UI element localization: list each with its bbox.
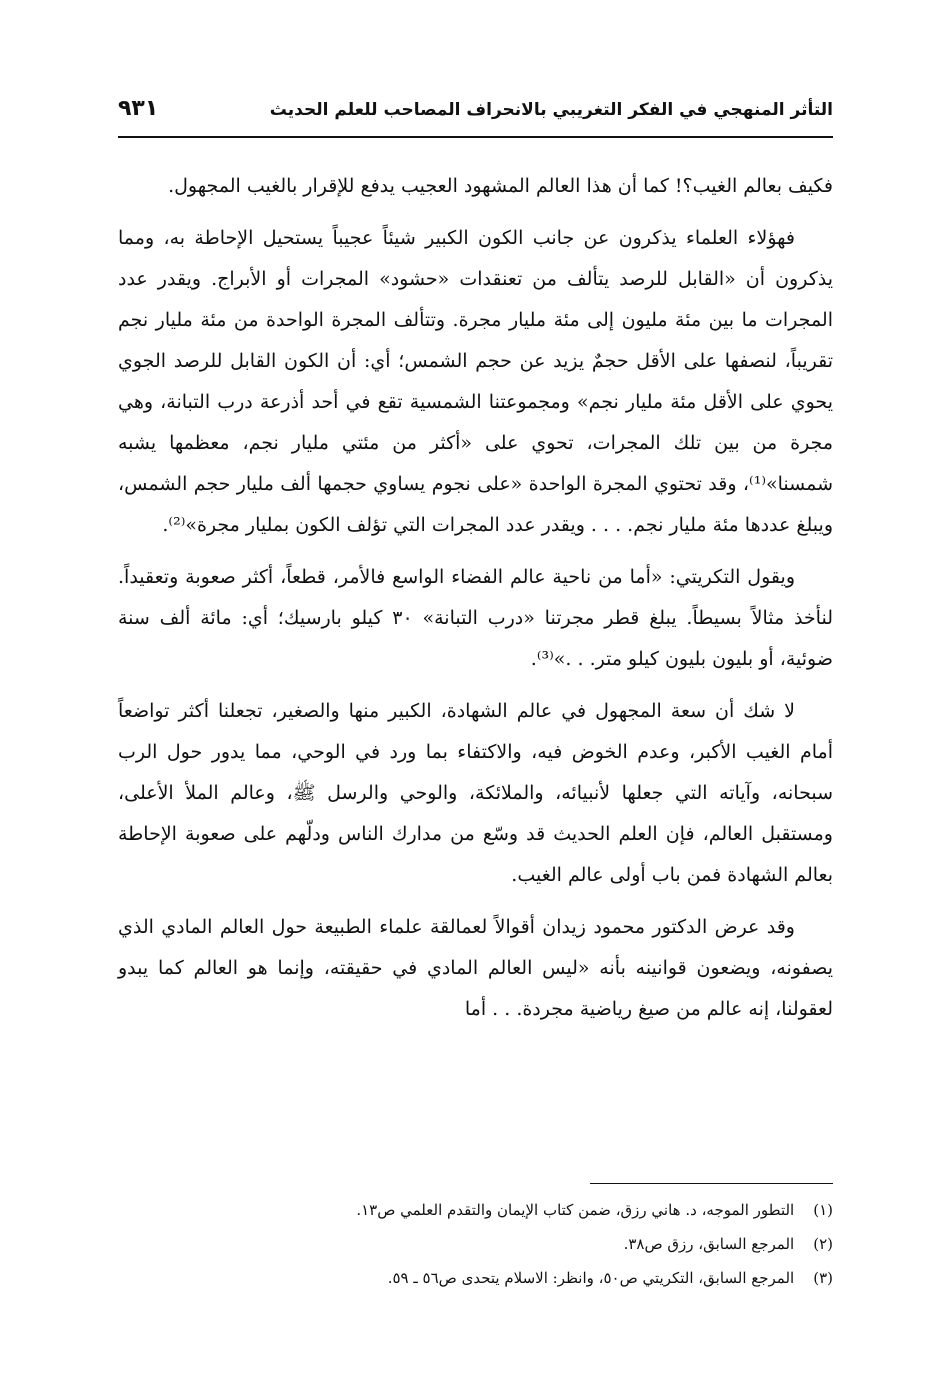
footnote	[118, 1227, 833, 1261]
footnote-text: التطور الموجه، د. هاني رزق، ضمن كتاب الإيمان والتقدم العلمي ص١٣.	[356, 1201, 795, 1219]
footnote-number: (١)	[813, 1201, 833, 1219]
running-header	[118, 92, 833, 132]
footnote-text: المرجع السابق، رزق ص٣٨.	[623, 1235, 795, 1253]
body-text	[118, 166, 833, 1041]
paragraph: لا شك أن سعة المجهول في عالم الشهادة، الكبير منها والصغير، تجعلنا أكثر تواضعاً أمام الغيب الأكبر، وعدم الخوض فيه، والاكتفاء بما ورد في الوحي، مما يدور حول الرب سبحانه، وآياته التي جعلها لأنبيائه، والملائكة، والوحي والرسل ﷺ، وعالم الملأ الأعلى، ومستقبل العالم، فإن العلم الحديث قد وسّع من مدارك الناس ودلّهم على صعوبة الإحاطة بعالم الشهادة فمن باب أولى عالم الغيب.	[118, 700, 833, 886]
footnote	[118, 1261, 833, 1295]
footnote	[118, 1193, 833, 1227]
footnote-rule	[590, 1183, 833, 1184]
paragraph: فكيف بعالم الغيب؟! كما أن هذا العالم المشهود العجيب يدفع للإقرار بالغيب المجهول.	[168, 175, 833, 197]
footnotes	[118, 1193, 833, 1295]
footnote-number: (٣)	[813, 1269, 833, 1287]
header-rule	[118, 136, 833, 138]
footnote-text: المرجع السابق، التكريتي ص٥٠، وانظر: الاسلام يتحدى ص٥٦ ـ ٥٩.	[387, 1269, 795, 1287]
page-number: ٩٣١	[118, 96, 159, 121]
paragraph: فهؤلاء العلماء يذكرون عن جانب الكون الكبير شيئاً عجيباً يستحيل الإحاطة به، ومما يذكرون أن «القابل للرصد يتألف من تعنقدات «حشود» المجرات أو الأبراج. ويقدر عدد المجرات ما بين مئة مليون إلى مئة مليار مجرة. وتتألف المجرة الواحدة من مئة مليار نجم تقريباً، لنصفها على الأقل حجمٌ يزيد عن حجم الشمس؛ أي: أن الكون القابل للرصد الجوي يحوي على الأقل مئة مليار نجم» ومجموعتنا الشمسية تقع في أحد أذرعة درب التبانة، وهي مجرة من بين تلك المجرات، تحوي على «أكثر من مئتي مليار نجم، معظمها يشبه شمسنا»⁽¹⁾، وقد تحتوي المجرة الواحدة «على نجوم يساوي حجمها ألف مليار حجم الشمس، ويبلغ عددها مئة مليار نجم. . . . ويقدر عدد المجرات التي تؤلف الكون بمليار مجرة»⁽²⁾.	[118, 227, 833, 536]
paragraph: وقد عرض الدكتور محمود زيدان أقوالاً لعمالقة علماء الطبيعة حول العالم المادي الذي يصفونه، ويضعون قوانينه بأنه «ليس العالم المادي في حقيقته، وإنما هو العالم كما يبدو لعقولنا، إنه عالم من صيغ رياضية مجردة. . . أما	[118, 916, 833, 1020]
running-title: التأثر المنهجي في الفكر التغريبي بالانحراف المصاحب للعلم الحديث	[269, 100, 833, 120]
paragraph: ويقول التكريتي: «أما من ناحية عالم الفضاء الواسع فالأمر، قطعاً، أكثر صعوبة وتعقيداً. لنأخذ مثالاً بسيطاً. يبلغ قطر مجرتنا «درب التبانة» ٣٠ كيلو بارسيك؛ أي: مائة ألف سنة ضوئية، أو بليون بليون كيلو متر. . .»⁽³⁾.	[118, 566, 833, 670]
footnote-number: (٢)	[813, 1235, 833, 1253]
